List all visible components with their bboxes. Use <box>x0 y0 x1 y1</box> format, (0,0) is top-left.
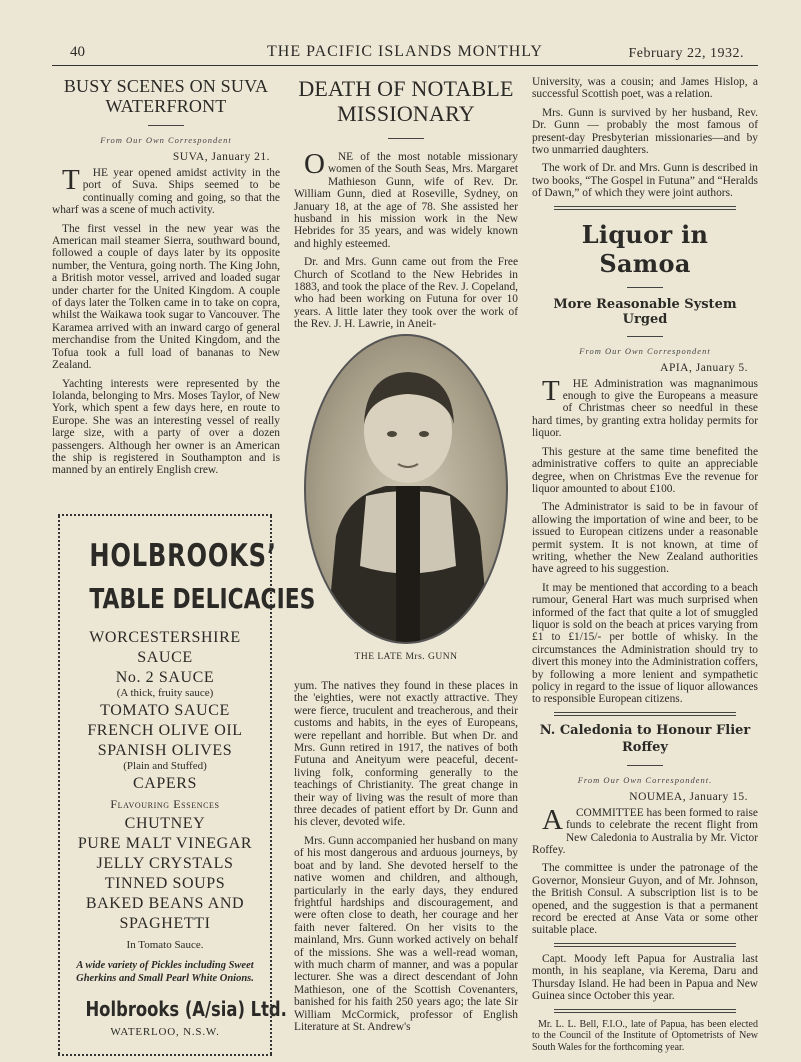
samoa-subtitle: More Reasonable System Urged <box>553 296 737 327</box>
suva-byline: From Our Own Correspondent <box>100 135 232 145</box>
ad-item: SPANISH OLIVES <box>97 742 233 759</box>
moody-note: Capt. Moody left Papua for Australia last month, in his seaplane, via Kerema, Daru and Thursday Island. He had been in Papua and New Guinea since October this year. <box>532 952 758 1003</box>
suva-dateline: SUVA, January 21. <box>172 151 270 163</box>
roffey-paragraph: A COMMITTEE has been formed to raise funds to celebrate the recent flight from New Caledonia to Australia by Mr. Victor Roffey. <box>532 803 758 857</box>
divider <box>148 125 184 126</box>
ad-item: TINNED SOUPS <box>104 875 226 892</box>
ad-item: SAUCE <box>137 649 193 666</box>
samoa-byline: From Our Own Correspondent <box>579 345 711 356</box>
ad-item: TOMATO SAUCE <box>100 702 230 719</box>
page-header <box>52 40 758 66</box>
samoa-paragraph: T HE Administration was magnanimous enough to give the Europeans a measure of Christmas cheer so needful in these hard times, by granting extra holiday permits for liquor. <box>532 374 758 440</box>
ad-item: WORCESTERSHIRE <box>89 629 241 646</box>
dropcap: T <box>62 164 80 196</box>
column-gunn-continued <box>294 680 518 1039</box>
roffey-paragraph: The committee is under the patronage of the Governor, Monsieur Guyon, and of Mr. Johnson, the British Consul. A subscription list is to be opened, and the suggestion is that a permanent record be erected at Anse Vata or some other suitable place. <box>532 862 758 937</box>
ad-item: No. 2 SAUCE <box>115 669 215 686</box>
suva-headline: BUSY SCENES ON SUVA WATERFRONT <box>63 76 269 116</box>
portrait-figure <box>306 336 508 644</box>
column-suva <box>52 76 280 483</box>
ad-address: WATERLOO, N.S.W. <box>110 1026 220 1038</box>
samoa-dateline: APIA, January 5. <box>660 361 748 374</box>
roffey-dateline: NOUMEA, January 15. <box>629 790 748 803</box>
gunn-paragraph: yum. The natives they found in these places in the 'eighties, were not exactly attractive. They were fierce, truculent and treacherous, and their customs and habits, in the eyes of Europeans, were repellant and horrible. But when Dr. and Mrs. Gunn retired in 1917, the natives of both Futuna and Aneityum were peaceful, decent-living folk, conforming generally to the teachings of Christianity. The great change in their way of living was the result of more than three decades of patient effort by Dr. Gunn and his clever, devoted wife. <box>294 680 518 829</box>
dropcap: O <box>304 148 325 180</box>
suva-paragraph: Yachting interests were represented by the Iolanda, belonging to Mrs. Moses Taylor, of New York, which spent a few days here, en route to Europe. She was an interesting vessel of really large size, with a party of over a dozen passengers. Although her owner is an American the ship is registered in Southampton and is manned by an entirely English crew. <box>52 377 280 477</box>
ad-pickles-note: A wide variety of Pickles including Sweet Gherkins and Small Pearl White Onions. <box>76 960 254 984</box>
divider <box>627 765 663 766</box>
publication-title: THE PACIFIC ISLANDS MONTHLY <box>267 43 543 60</box>
samoa-title: Liquor in Samoa <box>581 219 709 278</box>
divider <box>627 287 663 288</box>
bell-note: Mr. L. L. Bell, F.I.O., late of Papua, has been elected to the Council of the Institute of Optometrists of New South Wales for the forthcoming year. <box>532 1018 758 1053</box>
ad-item: BAKED BEANS AND <box>85 895 245 912</box>
ad-item: PURE MALT VINEGAR <box>77 835 253 852</box>
ad-item: SPAGHETTI <box>119 915 211 932</box>
section-divider <box>554 943 736 947</box>
gunn-paragraph: O NE of the most notable missionary women of the South Seas, Mrs. Margaret Mathieson Gunn, wife of Rev. Dr. William Gunn, died at Roseville, Sydney, on January 18, at the age of 78. She assisted her husband in his mission work in the New Hebrides for 35 years, and was widely known and highly esteemed. <box>294 148 518 250</box>
suva-paragraph: The first vessel in the new year was the American mail steamer Sierra, southward bound, followed a couple of days later by its opposite number, the Ventura, going north. The King John, a British motor vessel, arrived and loaded sugar under charter for the United Kingdom. A couple of days later the Tolken came in to take on copra, whilst the Waikawa took sugar to Vancouver. The Karamea arrived with an inward cargo of general merchandise from the United Kingdom, and the Tofua took a full load of bananas to New Zealand. <box>52 222 280 372</box>
ad-item: CHUTNEY <box>124 815 206 832</box>
samoa-paragraph: This gesture at the same time benefited the administrative coffers to quite an appreciable degree, when on Christmas Eve the revenue for liquor amounted to about £100. <box>532 445 758 495</box>
section-divider <box>554 206 736 210</box>
gunn-paragraph: Mrs. Gunn accompanied her husband on many of his most dangerous and arduous journeys, by boat and by land. She devoted herself to the native women and children, and although, particularly in the early days, they endured frightful hardships and discouragement, and were often close to death, her courage and her faith never faltered. On her visits to the mainland, Mrs. Gunn worked actively on behalf of the missions. She was a well-read woman, with much charm of manner, and was a popular lecturer. She was a direct descendant of John Mathieson, one of the Scottish Covenanters, banished for his faith 250 years ago; the late Sir William McCormick, professor of English Literature at St. Andrew's <box>294 834 518 1033</box>
suva-paragraph: T HE year opened amidst activity in the port of Suva. Ships seemed to be continually coming and going, so that the wharf was a scene of much activity. <box>52 164 280 217</box>
ad-item: FRENCH OLIVE OIL <box>87 722 243 739</box>
dropcap: A <box>542 803 563 836</box>
page-number: 40 <box>70 44 85 60</box>
gunn-paragraph: Dr. and Mrs. Gunn came out from the Free Church of Scotland to the New Hebrides in 1883, and took the place of the Rev. J. Copeland, who had been working on Futuna for over 10 years. A little later they took over the work of the Rev. J. H. Lawrie, in Aneit- <box>294 256 518 331</box>
roffey-headline: N. Caledonia to Honour Flier Roffey <box>539 722 751 755</box>
dropcap: T <box>542 374 560 407</box>
ad-note: (Plain and Stuffed) <box>123 760 207 772</box>
column-gunn <box>294 76 518 337</box>
ad-tagline: TABLE DELICACIES <box>89 582 316 615</box>
gunn-headline: DEATH OF NOTABLE MISSIONARY <box>298 76 514 126</box>
samoa-paragraph: It may be mentioned that according to a beach rumour, General Hart was much surprised when informed of the fact that quite a lot of smuggled liquor is sold on the beach at prices varying from £1 to £1/15/- per bottle of whisky. In the circumstances the Administration should try to divert this money into the Administration coffers, by following a more lenient and sympathetic policy in regard to the issue of liquor allowances to responsible European citizens. <box>532 581 758 706</box>
ad-item: JELLY CRYSTALS <box>96 855 234 872</box>
ad-company: Holbrooks (A/sia) Ltd. <box>85 997 287 1021</box>
gunn-paragraph: University, was a cousin; and James Hislop, a successful Scottish poet, was a relation. <box>532 76 758 101</box>
holbrooks-advertisement <box>58 514 316 1056</box>
section-divider <box>554 712 736 716</box>
divider <box>388 138 424 139</box>
roffey-byline: From Our Own Correspondent. <box>577 774 713 785</box>
samoa-paragraph: The Administrator is said to be in favour of allowing the importation of wine and beer, to be issued to European citizens under a reasonable permit system. It is not known, at time of writing, whether the New Zealand authorities have agreed to his suggestion. <box>532 501 758 576</box>
column-samoa <box>532 76 758 1059</box>
issue-date: February 22, 1932. <box>628 46 744 61</box>
ad-note: In Tomato Sauce. <box>126 939 204 951</box>
gunn-paragraph: Mrs. Gunn is survived by her husband, Rev. Dr. Gunn — probably the most famous of present-day Presbyterian missionaries—and by two unmarried daughters. <box>532 106 758 157</box>
ad-item: CAPERS <box>132 775 198 792</box>
section-divider <box>554 1009 736 1013</box>
portrait-photo <box>300 334 512 644</box>
divider <box>627 336 663 337</box>
ad-note: (A thick, fruity sauce) <box>116 687 214 699</box>
ad-brand: HOLBROOKS’ <box>89 538 277 574</box>
ad-item: Flavouring Essences <box>110 797 220 811</box>
gunn-paragraph: The work of Dr. and Mrs. Gunn is described in two books, “The Gospel in Futuna” and “Heralds of Dawn,” of which they were joint authors. <box>532 162 758 200</box>
portrait-caption: THE LATE Mrs. GUNN <box>354 652 458 662</box>
